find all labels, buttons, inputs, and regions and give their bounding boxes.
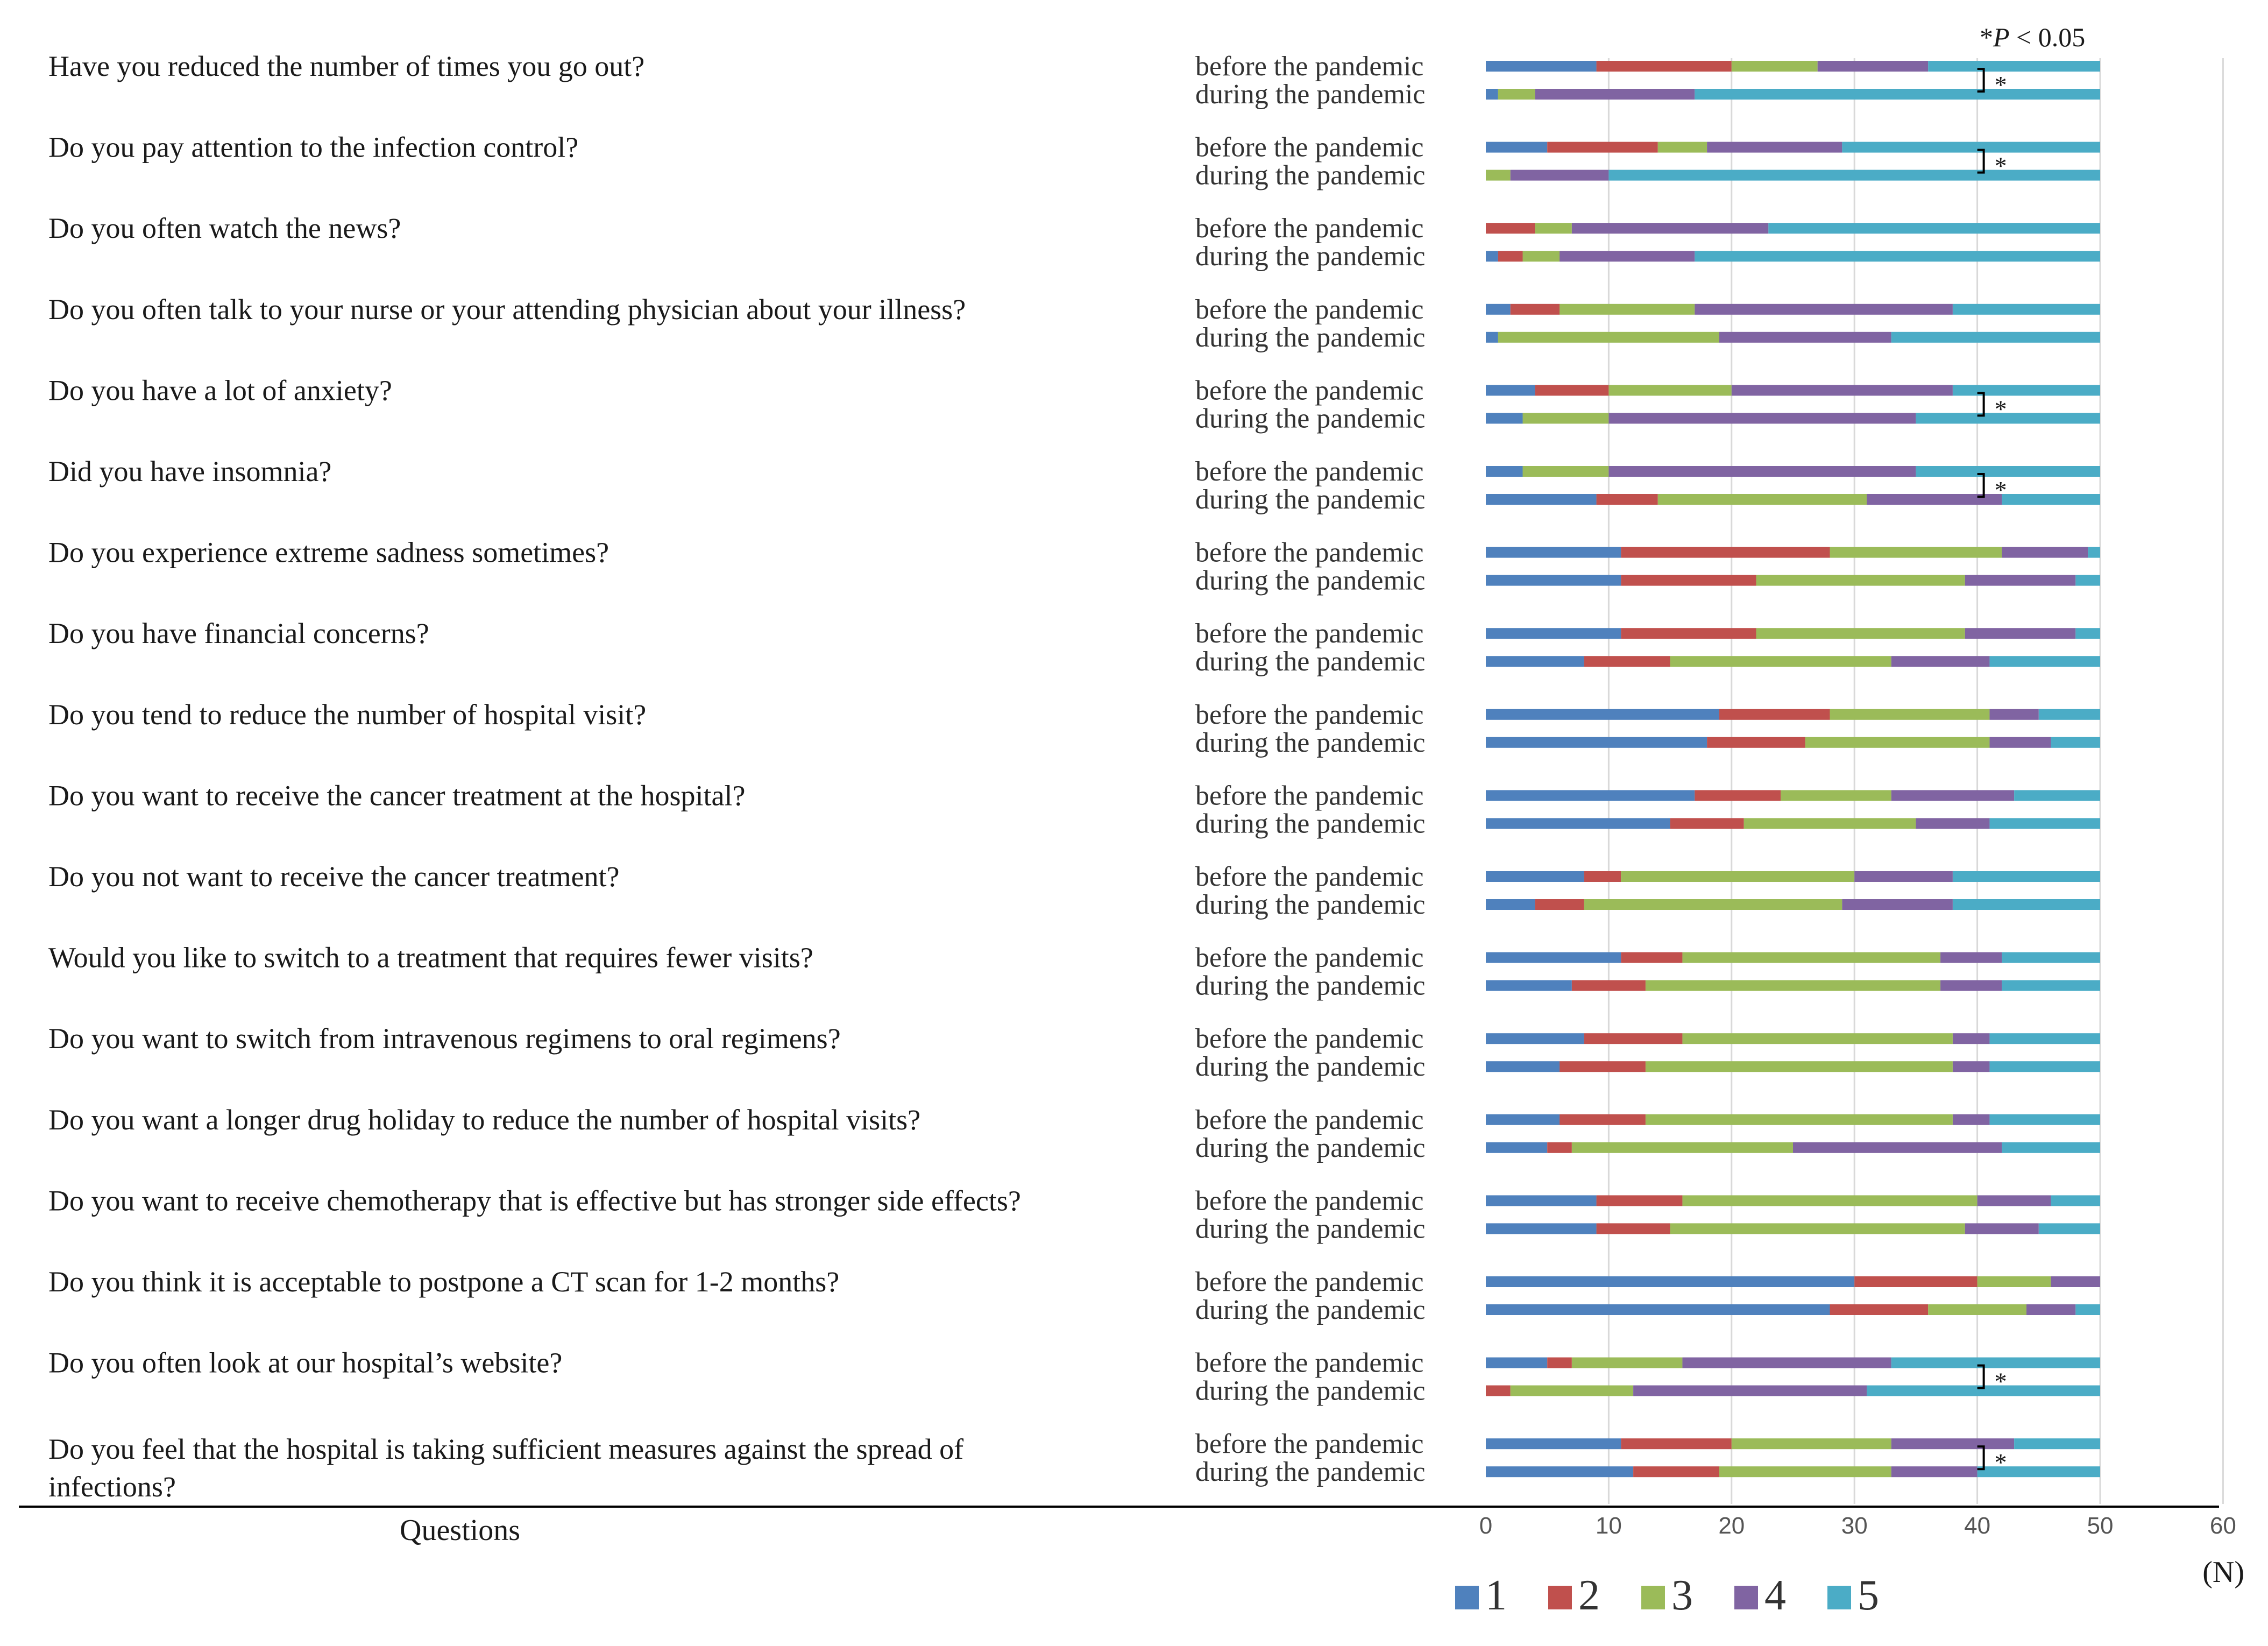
bar-segment-during-4: [2026, 1304, 2075, 1315]
bar-segment-during-5: [1989, 1061, 2100, 1072]
bar-segment-before-5: [1953, 304, 2100, 315]
bar-segment-during-5: [2075, 1304, 2100, 1315]
period-label-during: during the pandemic: [1195, 403, 1426, 434]
bar-segment-before-5: [2002, 952, 2100, 963]
bar-segment-before-4: [1989, 709, 2038, 720]
question-label: Have you reduced the number of times you go out?: [48, 50, 645, 82]
question-labels: [48, 50, 1425, 1503]
period-label-before: before the pandemic: [1195, 132, 1424, 163]
period-label-during: during the pandemic: [1195, 1295, 1426, 1325]
period-label-before: before the pandemic: [1195, 618, 1424, 649]
bar-segment-during-2: [1670, 818, 1744, 829]
period-label-during: during the pandemic: [1195, 1457, 1426, 1488]
legend-swatch-2: [1548, 1586, 1572, 1609]
bar-segment-before-1: [1486, 466, 1523, 477]
bar-segment-before-5: [1891, 1358, 2100, 1368]
legend: [1455, 1572, 1879, 1619]
bar-segment-during-4: [1965, 575, 2076, 586]
bar-segment-during-2: [1633, 1466, 1719, 1477]
period-label-before: before the pandemic: [1195, 294, 1424, 325]
question-label: Do you experience extreme sadness sometimes?: [48, 536, 609, 569]
bar-segment-during-3: [1584, 899, 1842, 910]
bar-segment-before-2: [1719, 709, 1830, 720]
legend-swatch-1: [1455, 1586, 1479, 1609]
bar-segment-during-5: [2002, 494, 2100, 505]
bar-segment-during-1: [1486, 1061, 1560, 1072]
bar-segment-during-1: [1486, 656, 1584, 667]
bar-segment-before-4: [1572, 223, 1768, 234]
bar-segment-during-1: [1486, 332, 1498, 343]
period-label-during: during the pandemic: [1195, 79, 1426, 110]
legend-label-3: 3: [1671, 1572, 1693, 1619]
bar-segment-before-1: [1486, 871, 1584, 882]
significance-bracket: [1978, 1446, 1984, 1469]
bar-segment-before-2: [1486, 223, 1535, 234]
bar-segment-before-1: [1486, 1033, 1584, 1044]
bar-segment-during-3: [1523, 413, 1609, 423]
bar-segment-before-5: [1928, 61, 2100, 72]
bar-segment-during-2: [1560, 1061, 1646, 1072]
period-label-during: during the pandemic: [1195, 646, 1426, 677]
significance-note: *P < 0.05: [1980, 22, 2086, 52]
bar-segment-during-2: [1498, 251, 1523, 262]
bar-segment-before-2: [1584, 871, 1621, 882]
bar-segment-during-1: [1486, 494, 1597, 505]
question-label: Do you have financial concerns?: [48, 617, 429, 650]
x-tick-label: 40: [1964, 1513, 1991, 1539]
bar-segment-during-5: [2051, 737, 2100, 748]
x-tick-label: 30: [1841, 1513, 1868, 1539]
question-label: Do you want to receive chemotherapy that is effective but has stronger side effects?: [48, 1184, 1021, 1217]
bar-segment-before-5: [1842, 142, 2100, 153]
bar-segment-before-2: [1854, 1276, 1977, 1287]
x-tick-label: 60: [2209, 1513, 2236, 1539]
bar-segment-during-1: [1486, 818, 1670, 829]
bar-segment-during-2: [1572, 980, 1646, 991]
bar-segment-before-2: [1621, 547, 1830, 558]
bar-segment-before-5: [2075, 628, 2100, 639]
question-label: Do you often talk to your nurse or your attending physician about your illness?: [48, 293, 966, 326]
bar-segment-during-4: [1965, 1223, 2039, 1234]
bar-segment-during-3: [1572, 1142, 1793, 1153]
period-label-before: before the pandemic: [1195, 213, 1424, 244]
bar-segment-during-2: [1830, 1304, 1929, 1315]
significance-bracket: [1978, 474, 1984, 497]
bar-segment-during-5: [1891, 332, 2100, 343]
bar-segment-before-2: [1695, 790, 1781, 801]
bar-segment-during-4: [1793, 1142, 2002, 1153]
bar-segment-during-5: [1608, 170, 2100, 181]
bar-segment-before-5: [1768, 223, 2100, 234]
period-label-before: before the pandemic: [1195, 1023, 1424, 1055]
bar-segment-during-4: [1560, 251, 1695, 262]
bar-segment-during-1: [1486, 737, 1707, 748]
bar-segment-during-3: [1928, 1304, 2026, 1315]
bar-segment-before-3: [1572, 1358, 1683, 1368]
bar-segment-before-2: [1597, 61, 1732, 72]
bar-segment-during-2: [1597, 494, 1658, 505]
bar-segment-during-3: [1646, 980, 1940, 991]
legend-label-1: 1: [1485, 1572, 1507, 1619]
bar-segment-before-1: [1486, 709, 1719, 720]
bar-segment-during-3: [1523, 251, 1560, 262]
bar-segment-during-5: [1989, 656, 2100, 667]
x-axis-unit-label: (N): [2202, 1556, 2244, 1589]
bar-segment-during-3: [1646, 1061, 1953, 1072]
bar-segment-during-5: [1989, 818, 2100, 829]
bar-segment-during-1: [1486, 575, 1621, 586]
bar-segment-before-4: [1965, 628, 2076, 639]
legend-swatch-4: [1734, 1586, 1758, 1609]
bar-segment-before-2: [1621, 628, 1756, 639]
bar-segment-before-4: [1953, 1114, 1990, 1125]
period-label-before: before the pandemic: [1195, 1429, 1424, 1460]
bar-segment-before-1: [1486, 1195, 1597, 1206]
period-label-during: during the pandemic: [1195, 1375, 1426, 1407]
bar-segment-before-5: [1989, 1114, 2100, 1125]
bar-segment-during-5: [2075, 575, 2100, 586]
question-label: Do you want to switch from intravenous regimens to oral regimens?: [48, 1022, 841, 1055]
period-label-during: during the pandemic: [1195, 1132, 1426, 1163]
question-label: Do you not want to receive the cancer treatment?: [48, 860, 620, 893]
bar-segment-during-4: [1940, 980, 2002, 991]
period-label-before: before the pandemic: [1195, 1104, 1424, 1135]
bar-segment-before-4: [1891, 1438, 2014, 1449]
legend-swatch-5: [1827, 1586, 1851, 1609]
question-label: Would you like to switch to a treatment that requires fewer visits?: [48, 941, 813, 974]
significance-bracket: [1978, 393, 1984, 415]
bar-segment-during-3: [1756, 575, 1965, 586]
question-label: Did you have insomnia?: [48, 455, 332, 488]
period-label-before: before the pandemic: [1195, 1267, 1424, 1297]
bar-segment-before-4: [1695, 304, 1953, 315]
period-label-during: during the pandemic: [1195, 1213, 1426, 1245]
bar-segment-during-5: [2002, 980, 2100, 991]
bar-segment-before-2: [1621, 1438, 1732, 1449]
period-label-before: before the pandemic: [1195, 1185, 1424, 1217]
category-axis-label: Questions: [400, 1514, 520, 1547]
bar-segment-before-4: [1891, 790, 2014, 801]
bar-segment-before-3: [1732, 61, 1818, 72]
question-label: Do you have a lot of anxiety?: [48, 374, 392, 407]
bar-segment-before-4: [1940, 952, 2002, 963]
bar-segment-during-3: [1658, 494, 1867, 505]
bar-segment-before-3: [1523, 466, 1609, 477]
significance-bracket: [1978, 150, 1984, 173]
bar-segment-before-2: [1597, 1195, 1683, 1206]
bar-segment-during-5: [1695, 251, 2100, 262]
bar-segment-before-3: [1830, 547, 2002, 558]
legend-label-5: 5: [1858, 1572, 1879, 1619]
bar-segment-before-1: [1486, 61, 1597, 72]
x-tick-label: 10: [1595, 1513, 1622, 1539]
bar-segment-during-4: [1633, 1386, 1867, 1396]
bar-segment-during-4: [1511, 170, 1609, 181]
question-label: Do you pay attention to the infection control?: [48, 131, 579, 164]
bar-segment-before-1: [1486, 628, 1621, 639]
bar-segment-before-4: [2002, 547, 2088, 558]
bar-segment-during-5: [2002, 1142, 2100, 1153]
significance-marker: *: [1994, 1367, 2007, 1395]
period-label-during: during the pandemic: [1195, 1051, 1426, 1083]
bar-segment-during-1: [1486, 1466, 1633, 1477]
significance-marker: *: [1994, 1449, 2007, 1477]
period-label-before: before the pandemic: [1195, 375, 1424, 406]
bar-segment-during-2: [1621, 575, 1756, 586]
bar-segment-during-1: [1486, 1223, 1597, 1234]
bar-segment-during-2: [1597, 1223, 1670, 1234]
bar-segment-before-4: [2051, 1276, 2100, 1287]
bar-segment-during-3: [1719, 1466, 1891, 1477]
bar-segment-before-3: [1560, 304, 1695, 315]
period-label-during: during the pandemic: [1195, 727, 1426, 758]
significance-marker: *: [1994, 476, 2007, 504]
bar-segment-before-2: [1547, 142, 1658, 153]
bar-segment-before-3: [1978, 1276, 2051, 1287]
bar-segment-before-3: [1682, 952, 1940, 963]
bar-segment-during-1: [1486, 1142, 1547, 1153]
bar-segment-before-3: [1535, 223, 1572, 234]
legend-label-2: 2: [1578, 1572, 1600, 1619]
period-label-during: during the pandemic: [1195, 808, 1426, 839]
bar-segment-during-4: [1719, 332, 1891, 343]
question-label: Do you want to receive the cancer treatment at the hospital?: [48, 779, 746, 812]
bar-segment-during-3: [1498, 332, 1719, 343]
bar-segment-during-4: [1989, 737, 2051, 748]
bar-segment-before-1: [1486, 547, 1621, 558]
bar-layer: [1486, 61, 2100, 1477]
period-label-during: during the pandemic: [1195, 565, 1426, 596]
bar-segment-before-1: [1486, 304, 1511, 315]
question-label: Do you want a longer drug holiday to reduce the number of hospital visits?: [48, 1103, 921, 1136]
bar-segment-before-3: [1732, 1438, 1891, 1449]
bar-segment-during-4: [1608, 413, 1916, 423]
bar-segment-before-4: [1953, 1033, 1990, 1044]
period-label-during: during the pandemic: [1195, 889, 1426, 920]
question-label: Do you often watch the news?: [48, 212, 401, 245]
legend-swatch-3: [1641, 1586, 1665, 1609]
bar-segment-before-5: [2014, 790, 2100, 801]
bar-segment-before-1: [1486, 1438, 1621, 1449]
bar-segment-during-2: [1547, 1142, 1572, 1153]
bar-segment-before-3: [1621, 871, 1854, 882]
bar-segment-during-2: [1707, 737, 1805, 748]
bar-segment-before-4: [1732, 385, 1953, 395]
bar-segment-before-1: [1486, 385, 1535, 395]
bar-segment-before-3: [1682, 1195, 1977, 1206]
period-label-before: before the pandemic: [1195, 942, 1424, 973]
period-label-during: during the pandemic: [1195, 160, 1426, 191]
bar-segment-before-2: [1547, 1358, 1572, 1368]
bar-segment-before-4: [1608, 466, 1916, 477]
x-axis: [19, 1507, 2236, 1539]
bar-segment-during-2: [1535, 899, 1584, 910]
bar-segment-during-1: [1486, 89, 1498, 100]
bar-segment-during-3: [1805, 737, 1990, 748]
question-label: Do you often look at our hospital’s website?: [48, 1346, 563, 1379]
bar-segment-during-1: [1486, 1304, 1830, 1315]
bar-segment-before-2: [1621, 952, 1682, 963]
period-label-before: before the pandemic: [1195, 537, 1424, 568]
period-label-during: during the pandemic: [1195, 970, 1426, 1001]
bar-segment-during-4: [1916, 818, 1989, 829]
bar-segment-during-5: [1695, 89, 2100, 100]
question-label: Do you think it is acceptable to postpone a CT scan for 1-2 months?: [48, 1266, 840, 1298]
x-tick-label: 20: [1718, 1513, 1745, 1539]
bar-segment-before-3: [1646, 1114, 1953, 1125]
bar-segment-before-5: [2039, 709, 2100, 720]
significance-marker: *: [1994, 395, 2007, 423]
legend-label-4: 4: [1764, 1572, 1786, 1619]
bar-segment-before-1: [1486, 952, 1621, 963]
question-label: Do you feel that the hospital is taking sufficient measures against the spread of infections?: [48, 1433, 964, 1503]
bar-segment-before-3: [1756, 628, 1965, 639]
period-label-before: before the pandemic: [1195, 1347, 1424, 1379]
bar-segment-before-2: [1511, 304, 1560, 315]
bar-segment-before-4: [1854, 871, 1953, 882]
bar-segment-during-4: [1891, 1466, 1978, 1477]
bar-segment-during-4: [1535, 89, 1695, 100]
bar-segment-during-3: [1744, 818, 1916, 829]
bar-segment-before-1: [1486, 142, 1547, 153]
significance-marker: *: [1994, 71, 2007, 98]
bar-segment-before-3: [1781, 790, 1891, 801]
bar-segment-during-4: [1842, 899, 1953, 910]
bar-segment-during-3: [1486, 170, 1511, 181]
period-label-during: during the pandemic: [1195, 241, 1426, 272]
bar-segment-before-5: [2088, 547, 2100, 558]
significance-marker: *: [1994, 152, 2007, 180]
bar-segment-before-5: [1953, 385, 2100, 395]
bar-segment-before-4: [1818, 61, 1929, 72]
bar-segment-during-1: [1486, 251, 1498, 262]
bar-segment-during-3: [1670, 1223, 1965, 1234]
period-label-before: before the pandemic: [1195, 51, 1424, 82]
period-label-before: before the pandemic: [1195, 699, 1424, 730]
bar-segment-before-5: [1989, 1033, 2100, 1044]
bar-segment-before-4: [1978, 1195, 2051, 1206]
period-label-before: before the pandemic: [1195, 861, 1424, 892]
bar-segment-during-1: [1486, 413, 1523, 423]
bar-segment-during-3: [1511, 1386, 1633, 1396]
bar-segment-before-3: [1608, 385, 1731, 395]
significance-bracket: [1978, 69, 1984, 91]
bar-segment-during-4: [1953, 1061, 1990, 1072]
bar-segment-before-2: [1560, 1114, 1646, 1125]
bar-segment-before-4: [1707, 142, 1842, 153]
bar-segment-before-2: [1535, 385, 1608, 395]
bar-segment-during-5: [1953, 899, 2100, 910]
x-tick-label: 0: [1479, 1513, 1493, 1539]
bar-segment-during-3: [1670, 656, 1891, 667]
bar-segment-before-3: [1830, 709, 1990, 720]
period-label-during: during the pandemic: [1195, 322, 1426, 353]
bar-segment-before-3: [1682, 1033, 1952, 1044]
bar-segment-before-1: [1486, 790, 1695, 801]
x-tick-label: 50: [2087, 1513, 2114, 1539]
bar-segment-before-1: [1486, 1358, 1547, 1368]
bar-segment-during-2: [1584, 656, 1670, 667]
bar-segment-during-4: [1891, 656, 1990, 667]
bar-segment-before-5: [2014, 1438, 2100, 1449]
period-label-before: before the pandemic: [1195, 780, 1424, 811]
period-label-during: during the pandemic: [1195, 484, 1426, 515]
bar-segment-before-4: [1682, 1358, 1891, 1368]
bar-segment-during-3: [1498, 89, 1535, 100]
significance-bracket: [1978, 1366, 1984, 1388]
bar-segment-before-1: [1486, 1114, 1560, 1125]
question-label: Do you tend to reduce the number of hospital visit?: [48, 698, 647, 731]
bar-segment-before-3: [1658, 142, 1707, 153]
bar-segment-during-1: [1486, 980, 1572, 991]
bar-segment-before-2: [1584, 1033, 1683, 1044]
bar-segment-during-5: [2039, 1223, 2100, 1234]
bar-segment-during-1: [1486, 899, 1535, 910]
bar-segment-before-1: [1486, 1276, 1854, 1287]
bar-segment-before-5: [1916, 466, 2100, 477]
bar-segment-before-5: [1953, 871, 2100, 882]
period-label-before: before the pandemic: [1195, 456, 1424, 487]
bar-segment-during-5: [1916, 413, 2100, 423]
bar-segment-before-5: [2051, 1195, 2100, 1206]
bar-segment-during-2: [1486, 1386, 1511, 1396]
